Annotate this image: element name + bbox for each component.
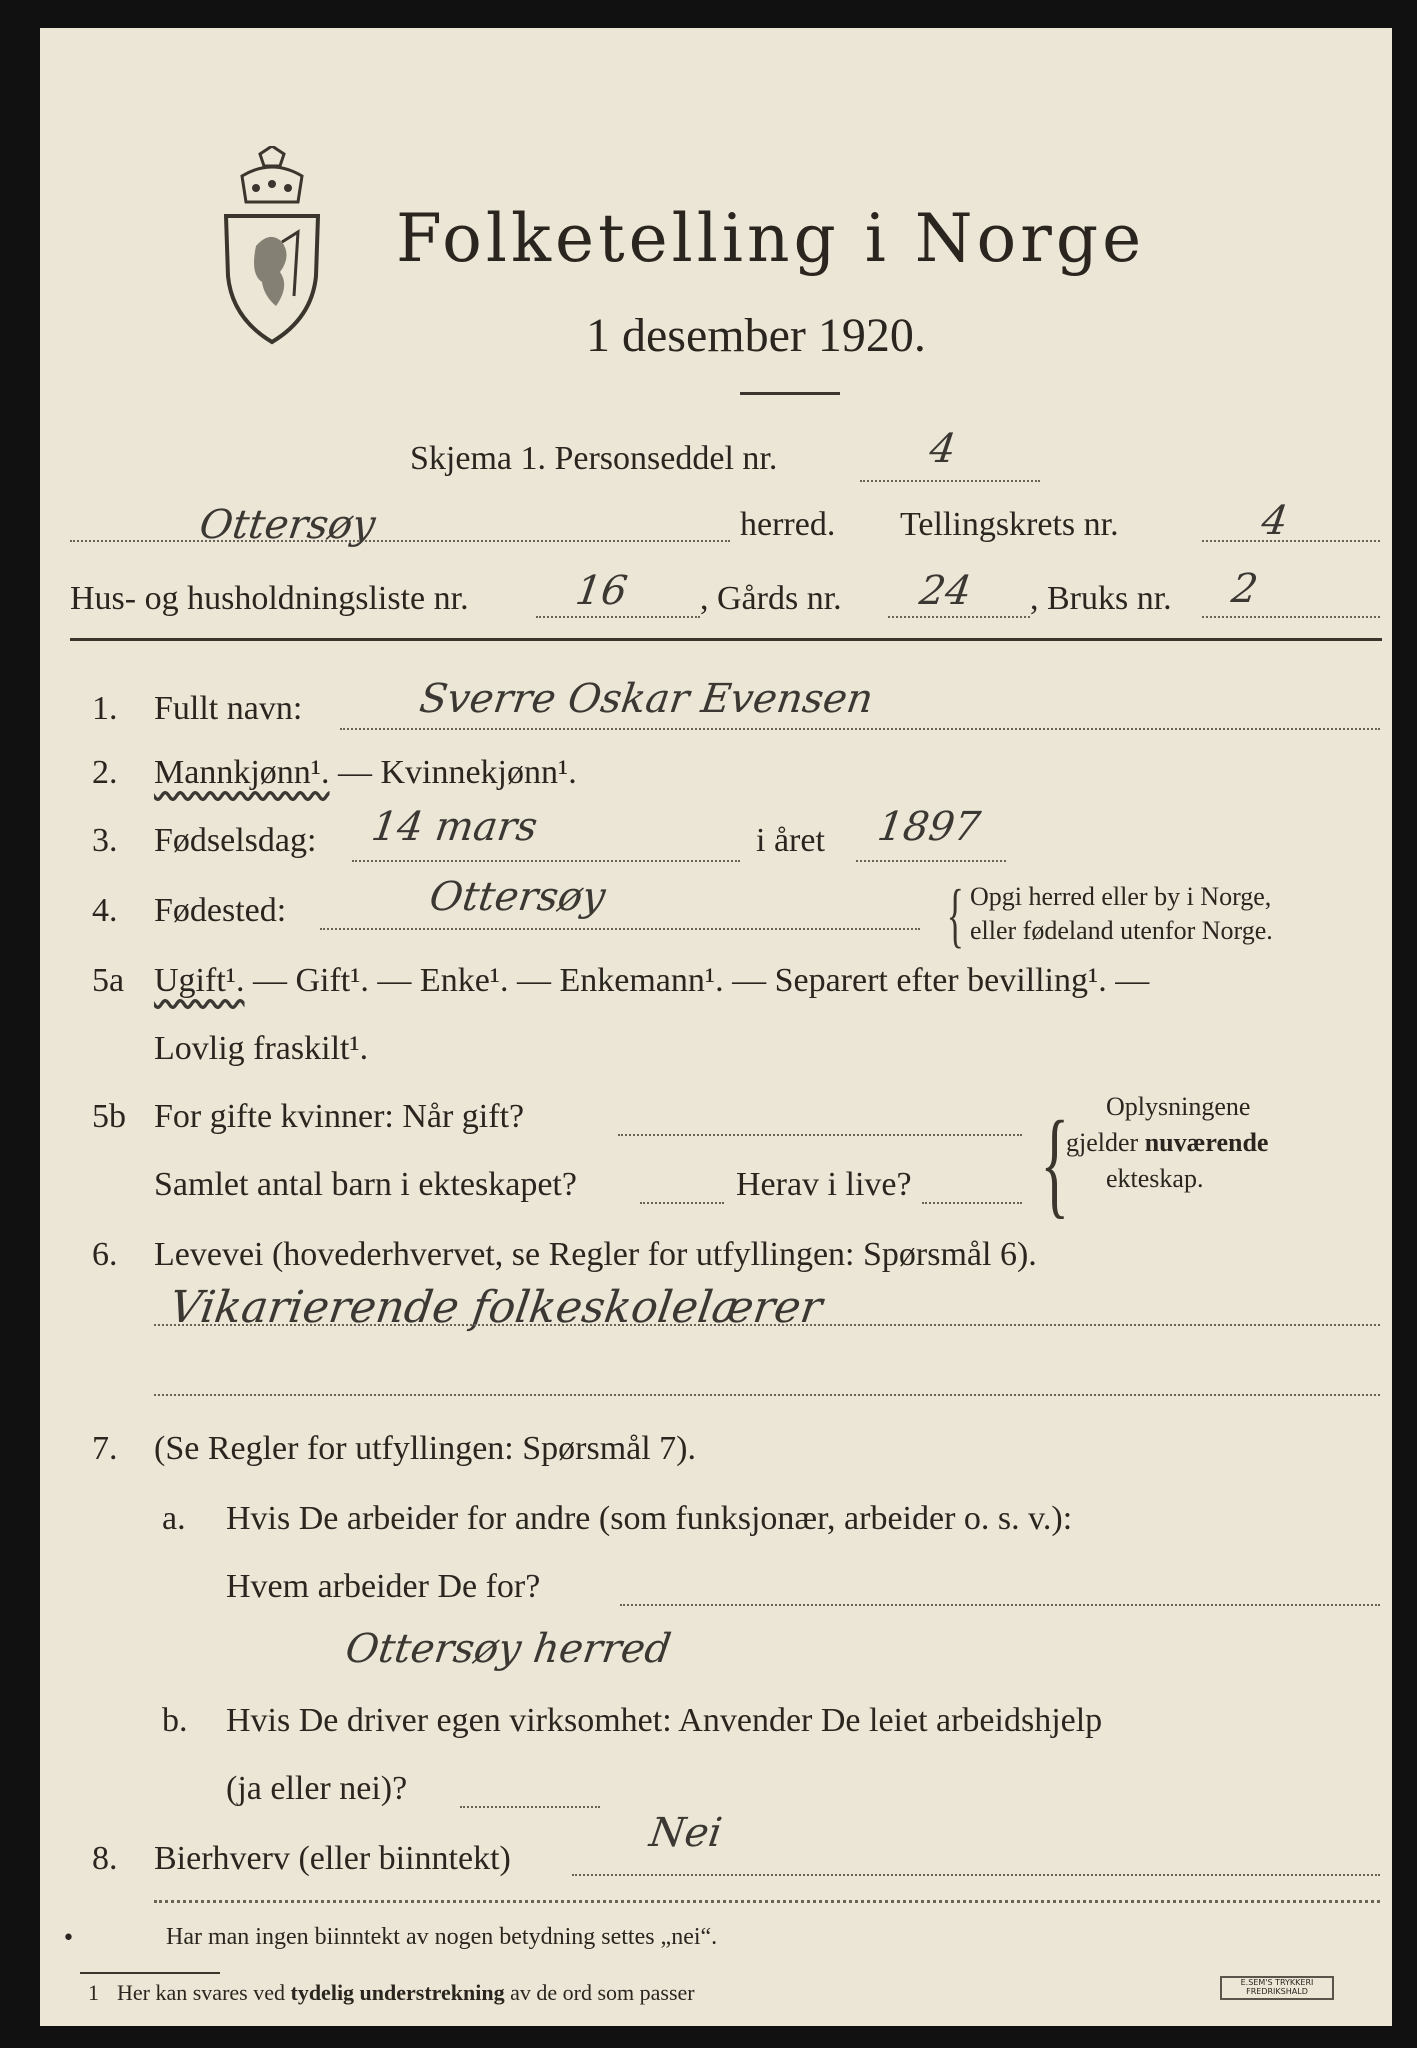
footer-note: Har man ingen biinntekt av nogen betydning settes „nei“. xyxy=(166,1924,718,1950)
section-divider xyxy=(70,638,1382,641)
title-divider xyxy=(740,392,840,395)
q5b-number: 5b xyxy=(92,1098,126,1135)
q5b-children-label: Samlet antal barn i ekteskapet? xyxy=(154,1166,577,1203)
q7a-line2: Hvem arbeider De for? xyxy=(226,1568,541,1605)
bullet: • xyxy=(62,1926,75,1951)
q5b-line1: For gifte kvinner: Når gift? xyxy=(154,1098,525,1135)
q3-label: Fødselsdag: xyxy=(154,822,317,859)
q4-note-1: Opgi herred eller by i Norge, xyxy=(970,882,1272,911)
schema-label: Skjema 1. Personseddel nr. xyxy=(410,440,778,477)
q2-options: Mannkjønn¹. — Kvinnekjønn¹. xyxy=(154,754,577,791)
q5b-note-1: Oplysningene xyxy=(1106,1092,1251,1121)
q8-label: Bierhverv (eller biinntekt) xyxy=(154,1840,511,1877)
footnote: 1 Her kan svares ved tydelig understrekning av de ord som passer xyxy=(88,1980,695,2005)
birth-date-value[interactable]: 14 mars xyxy=(368,804,541,850)
q5a-options: Ugift¹. — Gift¹. — Enke¹. — Enkemann¹. — Separert efter bevilling¹. — xyxy=(154,962,1150,999)
q1-number: 1. xyxy=(92,690,118,727)
form-title: Folketelling i Norge xyxy=(396,200,1146,277)
footnote-divider xyxy=(80,1972,220,1974)
krets-label: Tellingskrets nr. xyxy=(900,506,1119,543)
q7b-letter: b. xyxy=(162,1702,188,1739)
q1-label: Fullt navn: xyxy=(154,690,303,727)
schema-number-value[interactable]: 4 xyxy=(926,426,959,472)
q5b-note-2: gjelder nuværende xyxy=(1066,1128,1269,1157)
civil-status-ugift[interactable]: Ugift¹. xyxy=(154,962,245,999)
gard-value[interactable]: 24 xyxy=(916,568,975,614)
bruk-label: , Bruks nr. xyxy=(1030,580,1172,617)
herred-label: herred. xyxy=(740,506,836,543)
birthplace-value[interactable]: Ottersøy xyxy=(426,874,609,920)
q5a-number: 5a xyxy=(92,962,125,999)
q6-number: 6. xyxy=(92,1236,118,1273)
birth-year-value[interactable]: 1897 xyxy=(874,804,984,850)
q4-note-2: eller fødeland utenfor Norge. xyxy=(970,916,1273,945)
q7-label: (Se Regler for utfyllingen: Spørsmål 7). xyxy=(154,1430,697,1467)
q7a-line1: Hvis De arbeider for andre (som funksjonær, arbeider o. s. v.): xyxy=(226,1500,1073,1537)
q6-label: Levevei (hovederhvervet, se Regler for utfyllingen: Spørsmål 6). xyxy=(154,1236,1037,1273)
coat-of-arms-icon xyxy=(220,146,324,346)
q3-number: 3. xyxy=(92,822,118,859)
gard-label: , Gårds nr. xyxy=(700,580,842,617)
q4-label: Fødested: xyxy=(154,892,287,929)
q7b-line2: (ja eller nei)? xyxy=(226,1770,408,1807)
q2-number: 2. xyxy=(92,754,118,791)
census-form: Folketelling i Norge 1 desember 1920. Skjema 1. Personseddel nr. 4 Ottersøy herred. Tellingskrets nr. 4 Hus- og husholdningsliste nr. 16 , Gårds nr. 24 , Bruks nr. 2 1. Fullt navn: Sverre Oskar Evensen 2. Mannkjønn¹. — Kvinnekjønn¹. 3. Fødselsdag: 14 mars i året 1897 4. Fødested: Ottersøy { Opgi herred eller by i Norge, eller fødeland utenfor Norge. 5a Ugift¹. — Gift¹. — Enke¹. — Enkemann¹. — Separert efter bevilling¹. — Lovlig fraskilt¹. 5b For gifte kvinner: Når gift? Samlet antal barn i ekteskapet? Herav i live? { Oplysningene gjelder nuværende ekteskap. 6. Levevei (hovederhvervet, se Regler for utfyllingen: Spørsmål 6). Vikarierende folkeskolelærer 7. (Se Regler for utfyllingen: Spørsmål 7). a. Hvis De arbeider for andre (som funksjonær, arbeider o. s. v.): Hvem arbeider De for? Ottersøy herred b. Hvis De driver egen virksomhet: Anvender De leiet arbeidshjelp (ja eller nei)? 8. Bierhverv (eller biinntekt) Nei • Har man ingen biinntekt av nogen betydning settes „nei“. 1 Her kan svares ved tydelig understrekning av de ord som passer E.SEM'S TRYKKERI FREDRIKSHALD xyxy=(40,28,1392,2026)
krets-value[interactable]: 4 xyxy=(1258,498,1291,544)
q5b-alive-label: Herav i live? xyxy=(736,1166,912,1203)
printer-stamp: E.SEM'S TRYKKERI FREDRIKSHALD xyxy=(1220,1976,1334,2000)
q8-number: 8. xyxy=(92,1840,118,1877)
q7a-letter: a. xyxy=(162,1500,186,1537)
sex-female-option[interactable]: Kvinnekjønn¹. xyxy=(380,754,577,791)
occupation-value[interactable]: Vikarierende folkeskolelærer xyxy=(166,1282,826,1333)
q5a-line2[interactable]: Lovlig fraskilt¹. xyxy=(154,1030,369,1067)
full-name-value[interactable]: Sverre Oskar Evensen xyxy=(416,676,876,722)
side-income-value[interactable]: Nei xyxy=(646,1810,725,1856)
q4-number: 4. xyxy=(92,892,118,929)
census-date: 1 desember 1920. xyxy=(586,309,926,362)
employer-value[interactable]: Ottersøy herred xyxy=(342,1626,674,1672)
q5b-note-3: ekteskap. xyxy=(1106,1164,1204,1193)
bruk-value[interactable]: 2 xyxy=(1228,566,1261,612)
husliste-value[interactable]: 16 xyxy=(572,568,631,614)
q3-year-label: i året xyxy=(756,822,825,859)
husliste-label: Hus- og husholdningsliste nr. xyxy=(70,580,469,617)
q7-number: 7. xyxy=(92,1430,118,1467)
herred-value[interactable]: Ottersøy xyxy=(196,502,379,548)
q7b-line1: Hvis De driver egen virksomhet: Anvender De leiet arbeidshjelp xyxy=(226,1702,1103,1739)
sex-male-option[interactable]: Mannkjønn¹. xyxy=(154,754,330,791)
